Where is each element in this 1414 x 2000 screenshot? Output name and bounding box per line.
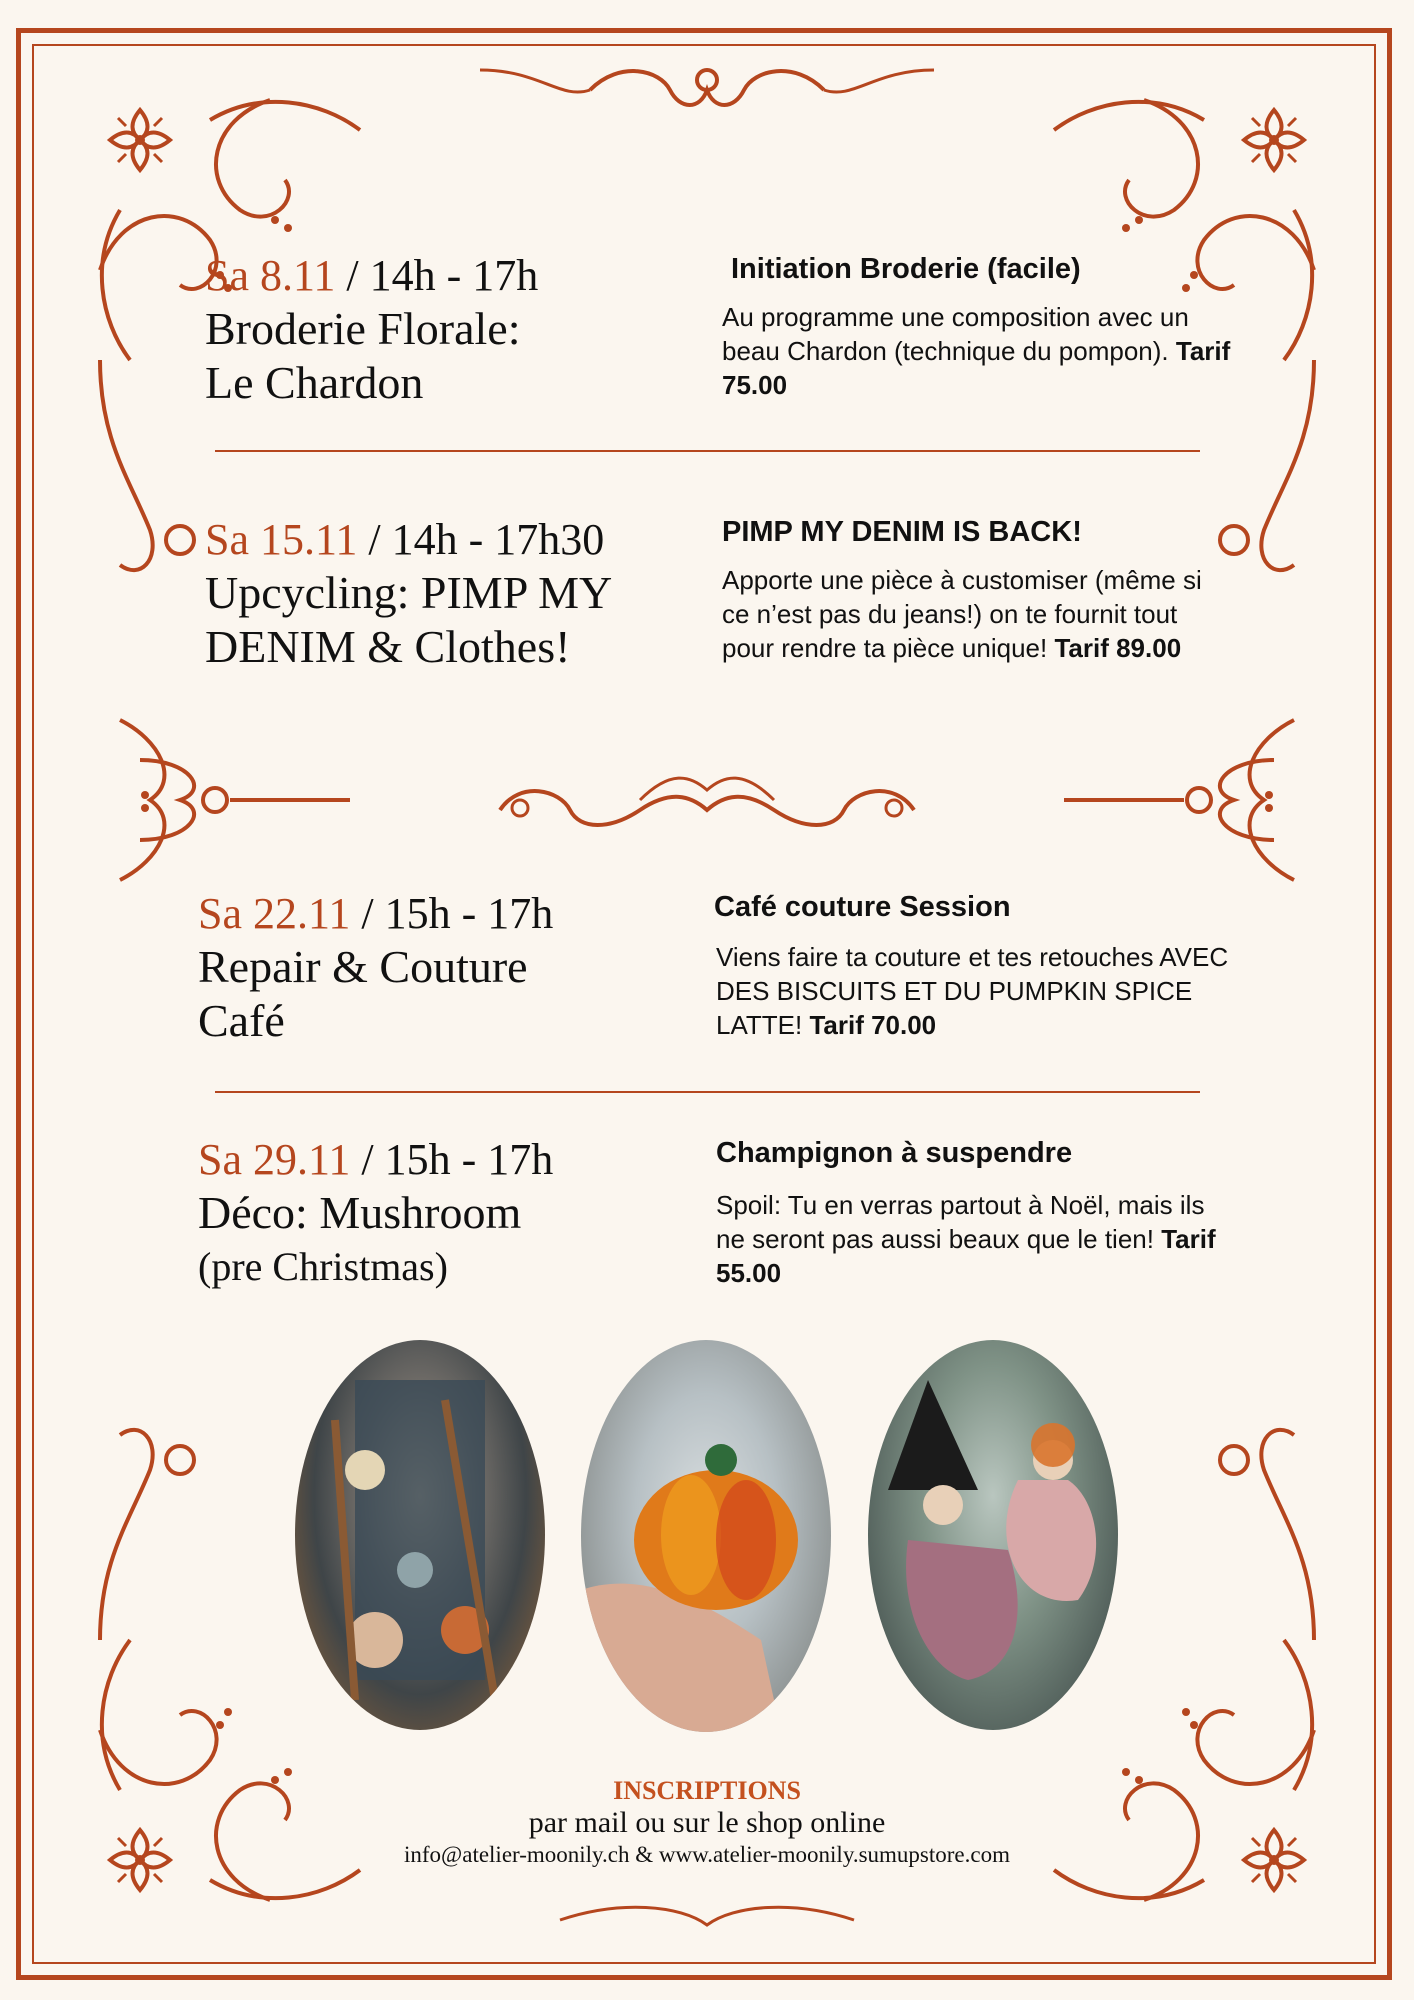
event-2-description: Apporte une pièce à customiser (même si ce n’est pas du jeans!) on te fournit tout pour rendre ta pièce unique! Tarif 89.00 [722,565,1202,663]
footer-contact[interactable]: info@atelier-moonily.ch & www.atelier-moonily.sumupstore.com [404,1842,1010,1867]
event-1-title: Broderie Florale: Le Chardon [205,303,521,408]
event-4-description: Spoil: Tu en verras partout à Noël, mais ils ne seront pas aussi beaux que le tien! Tarif 55.00 [716,1190,1216,1288]
event-2-date: Sa 15.11 / 14h - 17h30 [205,515,605,564]
photo-beaded-pumpkin [581,1340,831,1732]
event-3-title: Repair & Couture Café [198,941,528,1046]
event-4-title: Déco: Mushroom (pre Christmas) [198,1187,522,1289]
event-4-date: Sa 29.11 / 15h - 17h [198,1135,554,1184]
photo-dried-flower-brooms [295,1340,545,1730]
event-2-title: Upcycling: PIMP MY DENIM & Clothes! [205,567,613,672]
divider-1 [215,450,1200,452]
event-1-description: Au programme une composition avec un beau Chardon (technique du pompon). Tarif 75.00 [722,302,1231,400]
photo-fairy-dolls [868,1340,1118,1730]
footer-label: INSCRIPTIONS [613,1776,801,1805]
event-1-heading: Initiation Broderie (facile) [731,253,1081,285]
event-4-heading: Champignon à suspendre [716,1137,1073,1169]
event-3-date: Sa 22.11 / 15h - 17h [198,889,554,938]
event-1-date: Sa 8.11 / 14h - 17h [205,251,539,300]
event-2-heading: PIMP MY DENIM IS BACK! [722,516,1082,548]
event-3-heading: Café couture Session [714,891,1011,923]
event-3-description: Viens faire ta couture et tes retouches AVEC DES BISCUITS ET DU PUMPKIN SPICE LATTE! Tarif 70.00 [716,942,1229,1040]
divider-2 [215,1091,1200,1093]
footer-line-1: par mail ou sur le shop online [528,1806,886,1839]
